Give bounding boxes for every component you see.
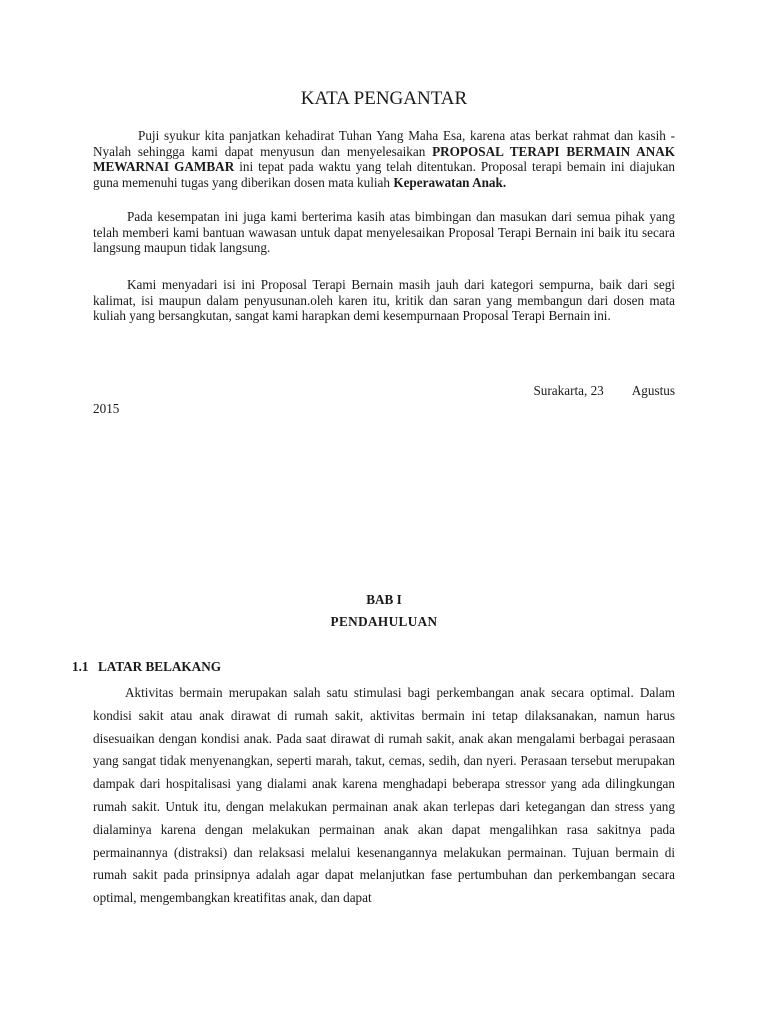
course-name-bold: Keperawatan Anak. [393,174,507,190]
chapter-number: BAB I [366,592,402,607]
background-paragraph: Aktivitas bermain merupakan salah satu stimulasi bagi perkembangan anak secara optimal. Dalam kondisi sakit atau anak dirawat di rumah sakit, aktivitas bermain ini tetap dilaksanakan, namun harus disesuaikan dengan kondisi anak. Pada saat dirawat di rumah sakit, anak akan mengalami berbagai perasaan yang sangat tidak menyenangkan, seperti marah, takut, cemas, sedih, dan nyeri. Perasaan tersebut merupakan dampak dari hospitalisasi yang dialami anak karena menghadapi beberapa stressor yang ada dilingkungan rumah sakit. Untuk itu, dengan melakukan permainan anak akan terlepas dari ketegangan dan stress yang dialaminya karena dengan melakukan permainan anak akan dapat mengalihkan rasa sakitnya pada permainannya (distraksi) dan relaksasi melalui kesenangannya melakukan permainan. Tujuan bermain di rumah sakit pada prinsipnya adalah agar dapat melanjutkan fase pertumbuhan dan perkembangan secara optimal, mengembangkan kreatifitas anak, dan dapat [93,685,675,906]
section-heading [72,659,221,675]
signature-line [93,382,675,400]
signature-year: 2015 [93,401,120,416]
preface-text-1: Puji syukur kita panjatkan kehadirat Tuhan Yang Maha Esa, karena atas berkat rahmat dan kasih -Nyalah sehingga kami dapat menyusun dan menyelesaikan [93,128,675,159]
signature-place-date: Surakarta, 23 [533,383,604,398]
chapter-title: PENDAHULUAN [330,614,438,629]
preface-paragraph-1 [93,128,675,190]
section-number: 1.1 [72,659,89,674]
signature-month: Agustus [631,383,675,398]
preface-paragraph-2: Pada kesempatan ini juga kami berterima kasih atas bimbingan dan masukan dari semua pihak yang telah memberi kami bantuan wawasan untuk dapat menyelesaikan Proposal Terapi Bernain ini baik itu secara langsung maupun tidak langsung. [93,209,675,256]
signature-block [93,382,675,418]
preface-paragraph-3: Kami menyadari isi ini Proposal Terapi Bernain masih jauh dari kategori sempurna, baik dari segi kalimat, isi maupun dalam penyusunan.oleh karen itu, kritik dan saran yang membangun dari dosen mata kuliah yang bersangkutan, sangat kami harapkan demi kesempurnaan Proposal Terapi Bernain ini. [93,277,675,324]
section-title: LATAR BELAKANG [98,659,221,674]
proposal-title-bold: PROPOSAL TERAPI BERMAIN ANAK MEWARNAI GAMBAR [93,143,675,175]
preface-text-2: ini tepat pada waktu yang telah ditentukan. Proposal terapi bemain ini diajukan guna memenuhi tugas yang diberikan dosen mata kuliah [93,159,675,190]
page-title: KATA PENGANTAR [300,88,468,109]
